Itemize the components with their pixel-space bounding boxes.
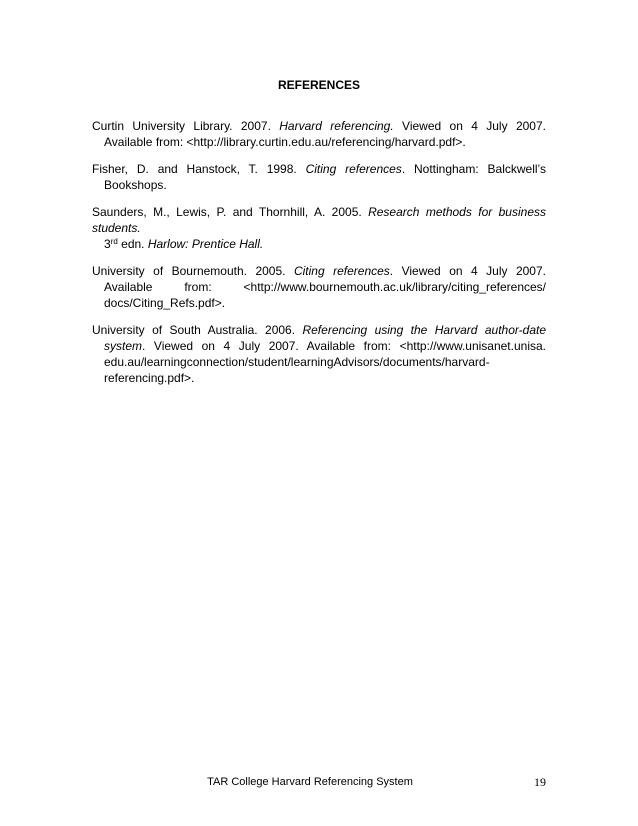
reference-url-line: edu.au/learningconnection/student/learningAdvisors/documents/harvard-: [104, 355, 490, 369]
reference-entry: [92, 263, 546, 311]
reference-author-year: Curtin University Library. 2007.: [92, 119, 280, 133]
reference-details: . Nottingham: Balckwell’s: [401, 162, 546, 176]
reference-author-year: University of Bournemouth. 2005.: [92, 264, 294, 278]
reference-title-part: system: [104, 339, 143, 353]
reference-title-part: students.: [92, 221, 141, 235]
reference-details: . Viewed on 4 July 2007.: [389, 264, 546, 278]
edition-suffix: rd: [110, 237, 118, 246]
reference-title: Harvard referencing.: [279, 119, 394, 133]
reference-author-year: Fisher, D. and Hanstock, T. 1998.: [92, 162, 306, 176]
page-number: 19: [534, 775, 546, 789]
reference-details: Viewed on 4 July 2007.: [393, 119, 546, 133]
reference-line: [92, 118, 546, 134]
reference-publisher-line: Bookshops.: [104, 178, 167, 192]
reference-title-continued: [92, 220, 546, 236]
reference-line: [92, 263, 546, 279]
edition-number: 3: [104, 237, 111, 251]
reference-line: [92, 204, 546, 220]
reference-url-line: Available from: <http://library.curtin.edu.au/referencing/harvard.pdf>.: [104, 135, 466, 149]
reference-details: . Viewed on 4 July 2007. Available from: <http://www.unisanet.unisa.: [142, 339, 546, 353]
reference-url-line: referencing.pdf>.: [104, 371, 195, 385]
footer-title: TAR College Harvard Referencing System: [207, 776, 413, 788]
reference-author-year: University of South Australia. 2006.: [92, 323, 303, 337]
reference-title: Referencing using the Harvard author-date: [302, 323, 547, 337]
reference-title: Citing references: [293, 264, 390, 278]
reference-url-line: Available from: <http://www.bournemouth.ac.uk/library/citing_references/: [104, 280, 546, 294]
reference-line: [92, 322, 546, 338]
reference-edition-line: [92, 236, 546, 252]
reference-url-line: docs/Citing_Refs.pdf>.: [104, 296, 226, 310]
reference-publisher: Harlow: Prentice Hall.: [147, 237, 264, 251]
reference-line: [92, 161, 546, 177]
reference-entry: [92, 118, 546, 150]
reference-entry: [92, 322, 546, 386]
reference-entry: [92, 204, 546, 252]
edition-text: edn.: [117, 237, 148, 251]
reference-entry: [92, 161, 546, 193]
reference-title: Citing references: [305, 162, 402, 176]
reference-line: [92, 338, 546, 354]
page-title: REFERENCES: [277, 78, 360, 92]
reference-author-year: Saunders, M., Lewis, P. and Thornhill, A. 2005.: [92, 205, 369, 219]
reference-title: Research methods for business: [368, 205, 546, 219]
